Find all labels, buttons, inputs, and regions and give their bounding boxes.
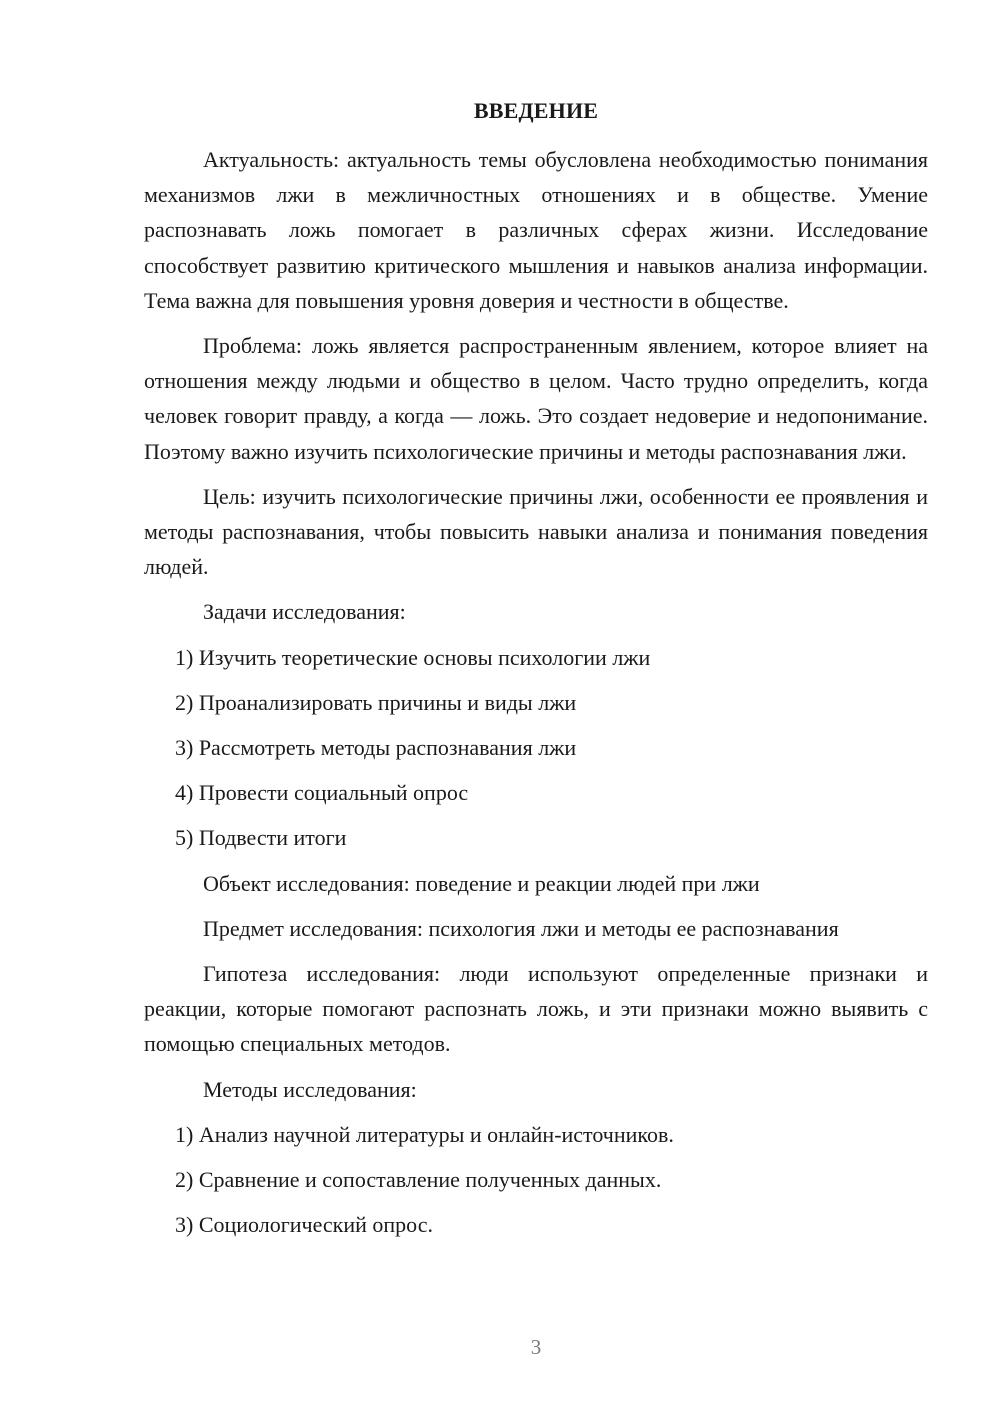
method-item: 3) Социологический опрос. <box>175 1212 433 1238</box>
document-body <box>144 142 928 1252</box>
task-item: 3) Рассмотреть методы распознавания лжи <box>175 735 577 761</box>
tasks-heading: Задачи исследования: <box>203 599 406 625</box>
problem-paragraph: Проблема: ложь является распространенным явлением, которое влияет на отношения между людьми и общество в целом. Часто трудно определить, когда человек говорит правду, а когда — ложь. Это создает недоверие и недопонимание. Поэтому важно изучить психологические причины и методы распознавания лжи. <box>144 333 928 464</box>
task-item: 4) Провести социальный опрос <box>175 780 469 806</box>
methods-heading: Методы исследования: <box>203 1076 417 1102</box>
task-item: 5) Подвести итоги <box>175 825 347 851</box>
goal-paragraph: Цель: изучить психологические причины лжи, особенности ее проявления и методы распознавания, чтобы повысить навыки анализа и понимания поведения людей. <box>144 483 928 580</box>
object-paragraph: Объект исследования: поведение и реакции людей при лжи <box>203 870 760 896</box>
subject-paragraph: Предмет исследования: психология лжи и методы ее распознавания <box>203 915 839 941</box>
methods-list <box>144 1117 928 1243</box>
hypothesis-paragraph: Гипотеза исследования: люди используют определенные признаки и реакции, которые помогают распознать ложь, и эти признаки можно выявить с помощью специальных методов. <box>144 961 928 1057</box>
task-item: 2) Проанализировать причины и виды лжи <box>175 689 577 715</box>
method-item: 2) Сравнение и сопоставление полученных данных. <box>175 1167 662 1193</box>
task-item: 1) Изучить теоретические основы психологии лжи <box>175 644 651 670</box>
page-number: 3 <box>530 1335 542 1359</box>
method-item: 1) Анализ научной литературы и онлайн-источников. <box>175 1121 674 1147</box>
relevance-paragraph: Актуальность: актуальность темы обусловлена необходимостью понимания механизмов лжи в межличностных отношениях и в обществе. Умение распознавать ложь помогает в различных сферах жизни. Исследование способствует развитию критического мышления и навыков анализа информации. Тема важна для повышения уровня доверия и честности в обществе. <box>144 147 928 313</box>
tasks-list <box>144 640 928 856</box>
page-title: ВВЕДЕНИЕ <box>473 98 599 123</box>
